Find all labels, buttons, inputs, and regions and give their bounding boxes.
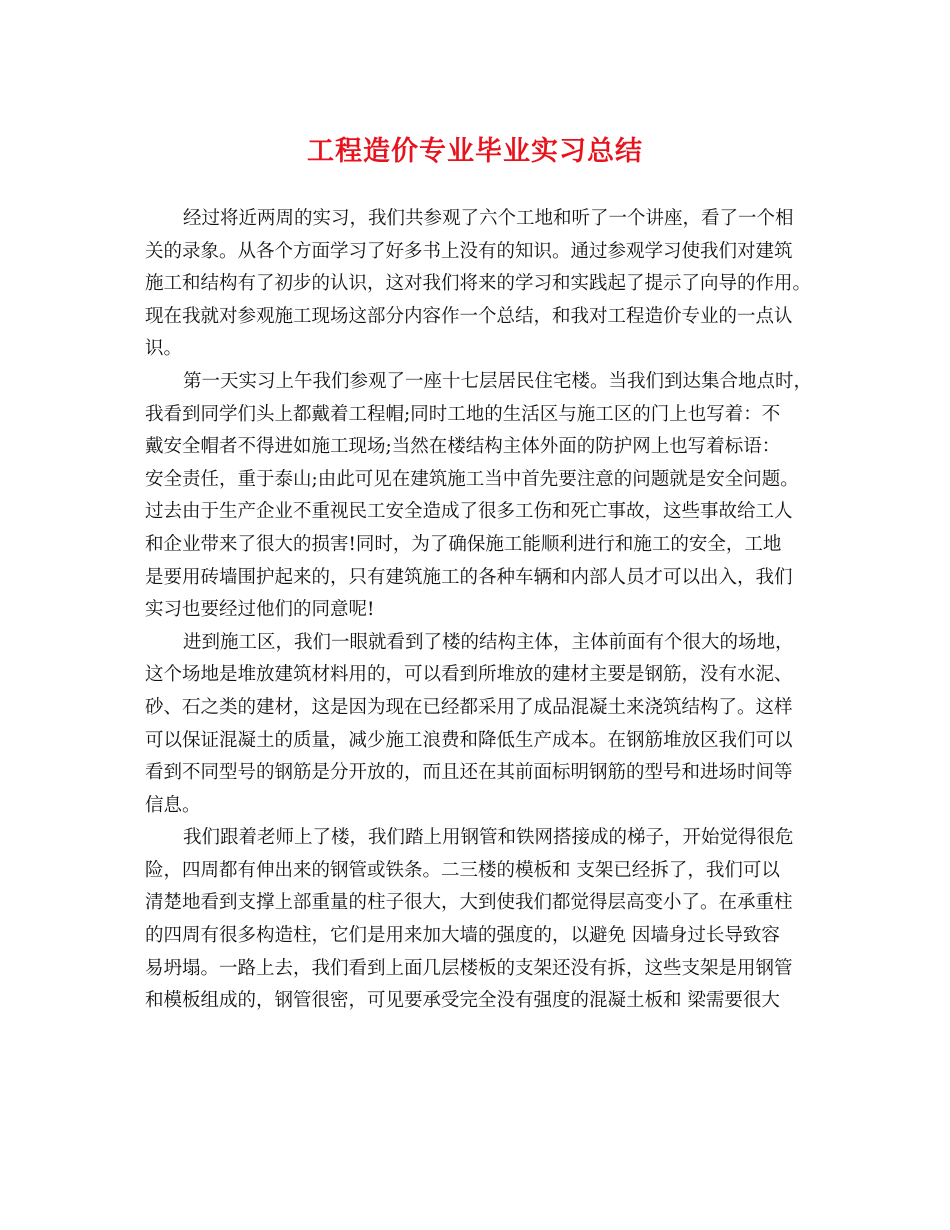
paragraph-line: 砂、石之类的建材，这是因为现在已经都采用了成品混凝土来浇筑结构了。这样 [145,696,793,718]
paragraph-line: 进到施工区，我们一眼就看到了楼的结构主体，主体前面有个很大的场地， [183,631,794,653]
paragraph-line: 信息。 [145,794,201,816]
paragraph-line: 关的录象。从各个方面学习了好多书上没有的知识。通过参观学习使我们对建筑 [145,240,793,262]
paragraph-line: 可以保证混凝土的质量，减少施工浪费和降低生产成本。在钢筋堆放区我们可以 [145,729,793,751]
paragraph-line: 这个场地是堆放建筑材料用的，可以看到所堆放的建材主要是钢筋，没有水泥、 [145,664,793,686]
paragraph-line: 和企业带来了很大的损害!同时，为了确保施工能顺利进行和施工的安全，工地 [145,533,782,555]
paragraph [145,203,815,366]
paragraph [145,627,815,823]
paragraph-line: 的四周有很多构造柱，它们是用来加大墙的强度的，以避免 因墙身过长导致容 [145,925,780,947]
paragraph-line: 是要用砖墙围护起来的，只有建筑施工的各种车辆和内部人员才可以出入，我们 [145,566,793,588]
paragraph-line: 过去由于生产企业不重视民工安全造成了很多工伤和死亡事故，这些事故给工人 [145,501,793,523]
paragraph-line: 安全责任，重于泰山;由此可见在建筑施工当中首先要注意的问题就是安全问题。 [145,468,799,490]
paragraph-line: 险，四周都有伸出来的钢管或铁条。二三楼的模板和 支架已经拆了，我们可以 [145,859,780,881]
paragraph-line: 实习也要经过他们的同意呢! [145,599,375,621]
paragraph-line: 经过将近两周的实习，我们共参观了六个工地和听了一个讲座，看了一个相 [183,208,794,229]
paragraph-line: 我看到同学们头上都戴着工程帽;同时工地的生活区与施工区的门上也写着：不 [145,403,781,425]
paragraph-line: 戴安全帽者不得进如施工现场;当然在楼结构主体外面的防护网上也写着标语： [145,436,781,458]
paragraph-line: 第一天实习上午我们参观了一座十七层居民住宅楼。当我们到达集合地点时， [183,370,813,392]
paragraph-line: 和模板组成的，钢管很密，可见要承受完全没有强度的混凝土板和 梁需要很大 [145,990,780,1012]
paragraph-line: 看到不同型号的钢筋是分开放的，而且还在其前面标明钢筋的型号和进场时间等 [145,762,793,784]
paragraph-line: 我们跟着老师上了楼，我们踏上用钢管和铁网搭接成的梯子，开始觉得很危 [183,827,794,849]
paragraph-line: 现在我就对参观施工现场这部分内容作一个总结，和我对工程造价专业的一点认 [145,305,793,327]
document-title: 工程造价专业毕业实习总结 [307,136,643,167]
paragraph-line: 易坍塌。一路上去，我们看到上面几层楼板的支架还没有拆，这些支架是用钢管 [145,957,793,979]
document-body [145,203,815,1018]
paragraph [145,366,815,627]
paragraph-line: 识。 [145,338,183,360]
paragraph [145,822,815,1018]
paragraph-line: 清楚地看到支撑上部重量的柱子很大，大到使我们都觉得层高变小了。在承重柱 [145,892,793,914]
paragraph-line: 施工和结构有了初步的认识，这对我们将来的学习和实践起了提示了向导的作用。 [145,273,812,295]
